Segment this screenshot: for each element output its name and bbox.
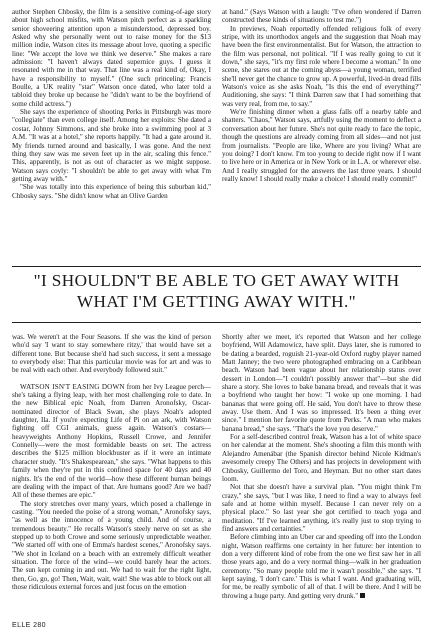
section-lead-paragraph	[12, 383, 211, 500]
paragraph: at hand." (Says Watson with a laugh: "I've often wondered if Darren constructed these kinds of situations to test me.")	[222, 8, 421, 25]
paragraph: In previews, Noah reportedly offended religious folk of every stripe, with its unorthodox angels and the suggestion that Noah may have been the first environmentalist. But for Watson, the attraction to the film was personal, not political. "If I was really going to cut it down," she says, "it's my first role where I become a woman." In one scene, she stares out at the coming abyss—a young woman, terrified she'll never get the chance to grow up. A powerful, lived-in dread fills Watson's voice as she asks Noah, "Is this the end of everything?" Auditioning, she says: "I think Darren saw that I had something that was very real, from me, to say."	[222, 24, 421, 108]
paragraph: Shortly after we meet, it's reported that Watson and her college boyfriend, Will Adamowicz, have split. Days later, she is rumored to be dating a bearded, roguish 21-year-old Oxford rugby player named Matt Janney; the two were photographed embracing on a Caribbean beach. Watson had been vague about her relationship status over dessert in London—"I couldn't possibly answer that"—but she did share a story. She loves to bake banana bread, and reveals that it was a boyfriend who taught her how: "I woke up one morning. I had bananas that were going off. He said, You don't have to throw these away. Use them. And I was so impressed. It's been a thing ever since." I mention her favorite quote from Perks. "A man who makes banana bread," she says. "That's the love you deserve."	[222, 333, 421, 433]
end-mark-icon	[360, 593, 365, 598]
paragraph: author Stephen Chbosky, the film is a sensitive coming-of-age story about high school misfits, with Watson pitch perfect as a sparkling senior shoveering attention upon a misunderstood, depressed boy. Asked why she personally went out to raise money for the $13 million indie, Watson cites its message about love, quoting a specific line: "We accept the love we think we deserve." She makes a rare admission: "I haven't always dated supernice guys. I guess it resonated with me in that way. That line was a real kind of, Okay, I have a responsibility to myself." (One such princeling: Francis Boulle, a UK reality "star" Watson once dated, who later told a tabloid they broke up because he "didn't want to be the boyfriend of some child actress.")	[12, 8, 211, 108]
paragraph-text: Before climbing into an Uber car and speeding off into the London night, Watson reaffirms one certainty in her future: her intention to don a very different kind of robe from the one we first saw her in all those years ago, and do a very normal thing—walk in her graduation ceremony. "So many people told me it wasn't possible," she says. "I kept saying, 'I don't care.' This is what I want. And graduating will, for me, be really symbolic of all of that. I will be there. And I will be throwing a huge party. And getting very drunk."	[222, 533, 421, 600]
paragraph: "She was totally into this experience of being this suburban kid," Chbosky says. "She didn't know what an Olive Garden	[12, 183, 211, 200]
page-folio: ELLE 280	[12, 622, 46, 629]
paragraph: We're finishing dinner when a glass falls off a nearby table and shatters. "Chaos," Watson says, artfully using the moment to deflect a conversation about her future. She's not quite ready to face the topic, though the questions are already coming from all sides—and not just from journalists. "People are like, Where are you living? What are you doing? I don't know. I'm too young to decide right now if I want to live here or in America or in New York or in L.A. or wherever else. And I really struggled for the answers the last three years. I should really know! I should really make a choice! I should really commit!"	[222, 108, 421, 183]
paragraph: Not that she doesn't have a survival plan. "You might think I'm crazy," she says, "but I was like, I need to find a way to always feel safe and at home within myself. Because I can never rely on a physical place." So last year she got certified to teach yoga and meditation. "If I've learned anything, it's really just to stop trying to find answers and certainties."	[222, 483, 421, 533]
article-column-top-left	[12, 8, 211, 200]
article-column-bottom-left	[12, 333, 211, 591]
paragraph: was. We weren't at the Four Seasons. If she was the kind of person who'd say 'I want to stay somewhere ritzy,' that would have set a different tone. But because she'd had such success, it sent a message to everybody else: That this particular movie was for art and was to be real with each other. And everybody followed suit."	[12, 333, 211, 375]
paragraph-final	[222, 533, 421, 600]
paragraph: The story stretches over many years, which posed a challenge in casting. "You needed the poise of a strong woman," Aronofsky says, "as well as the innocence of a young child. And of course, a tremendous beauty." He recalls Watson's steely nerve on set as she stepped up to both Crowe and some seriously unpredictable weather. "We started off with one of Emma's hardest scenes," Aronofsky says. "We shot in Iceland on a beach with an extremely difficult weather situation. The force of the wind—we could barely hear the actors. The sun kept coming in and out. We had to wait for the right light, then, Go, go, go! Then, Wait, wait, wait! She was able to block out all those ridiculous external forces and just focus on the emotion	[12, 499, 211, 591]
section-lead-in: WATSON ISN'T EASING DOWN	[20, 382, 125, 391]
article-column-bottom-right	[222, 333, 421, 600]
pull-quote-rule-bottom	[12, 322, 421, 323]
paragraph: For a self-described control freak, Watson has a lot of white space on her calendar at the moment. She's shooting a film this month with Alejandro Amenábar (the Spanish director behind Nicole Kidman's awesomely creepy The Others) and has projects in development with Chbosky, Guillermo del Toro, and Heyman. But no other start dates loom.	[222, 433, 421, 483]
section-lead-text: from her Ivy League perch—she's taking a flying leap, with her most challenging role to date. In the new Biblical epic Noah, from Darren Aronofsky, Oscar-nominated director of Black Swan, she plays Noah's adopted daughter, Ila. If you're expecting Life of Pi on an ark, with Watson fighting off CGI animals, guess again. Watson's costars—heavyweights Anthony Hopkins, Russell Crowe, and Jennifer Connelly—were the most formidable beasts on set. The actress describes the $125 million blockbuster as if it were an intimate character study. "It's Shakespearean," she says. "What happens to this family when they're put in this confined space for 40 days and 40 nights. It's the end of the world—how these different human beings are dealing with the impact of that. Are humans good? Are we bad? All of these themes are epic."	[12, 382, 211, 500]
pull-quote: "I SHOULDN'T BE ABLE TO GET AWAY WITH WHAT I'M GETTING AWAY WITH."	[33, 271, 400, 311]
paragraph: She says the experience of shooting Perks in Pittsburgh was more "collegiate" than even college itself. Among her exploits: She dated a costar, Johnny Simmons, and she broke into a swimming pool at 3 A.M. "It was at a hotel," she reports happily. "It had a gate around it. My friends turned around and basically, I was gone. And the next thing they saw was me seven feet up in the air, scaling this fence." This, apparently, is not as out of character as we might suppose. Watson says coyly: "I shouldn't be able to get away with what I'm getting away with."	[12, 108, 211, 183]
pull-quote-rule-top	[12, 266, 421, 267]
article-column-top-right	[222, 8, 421, 183]
